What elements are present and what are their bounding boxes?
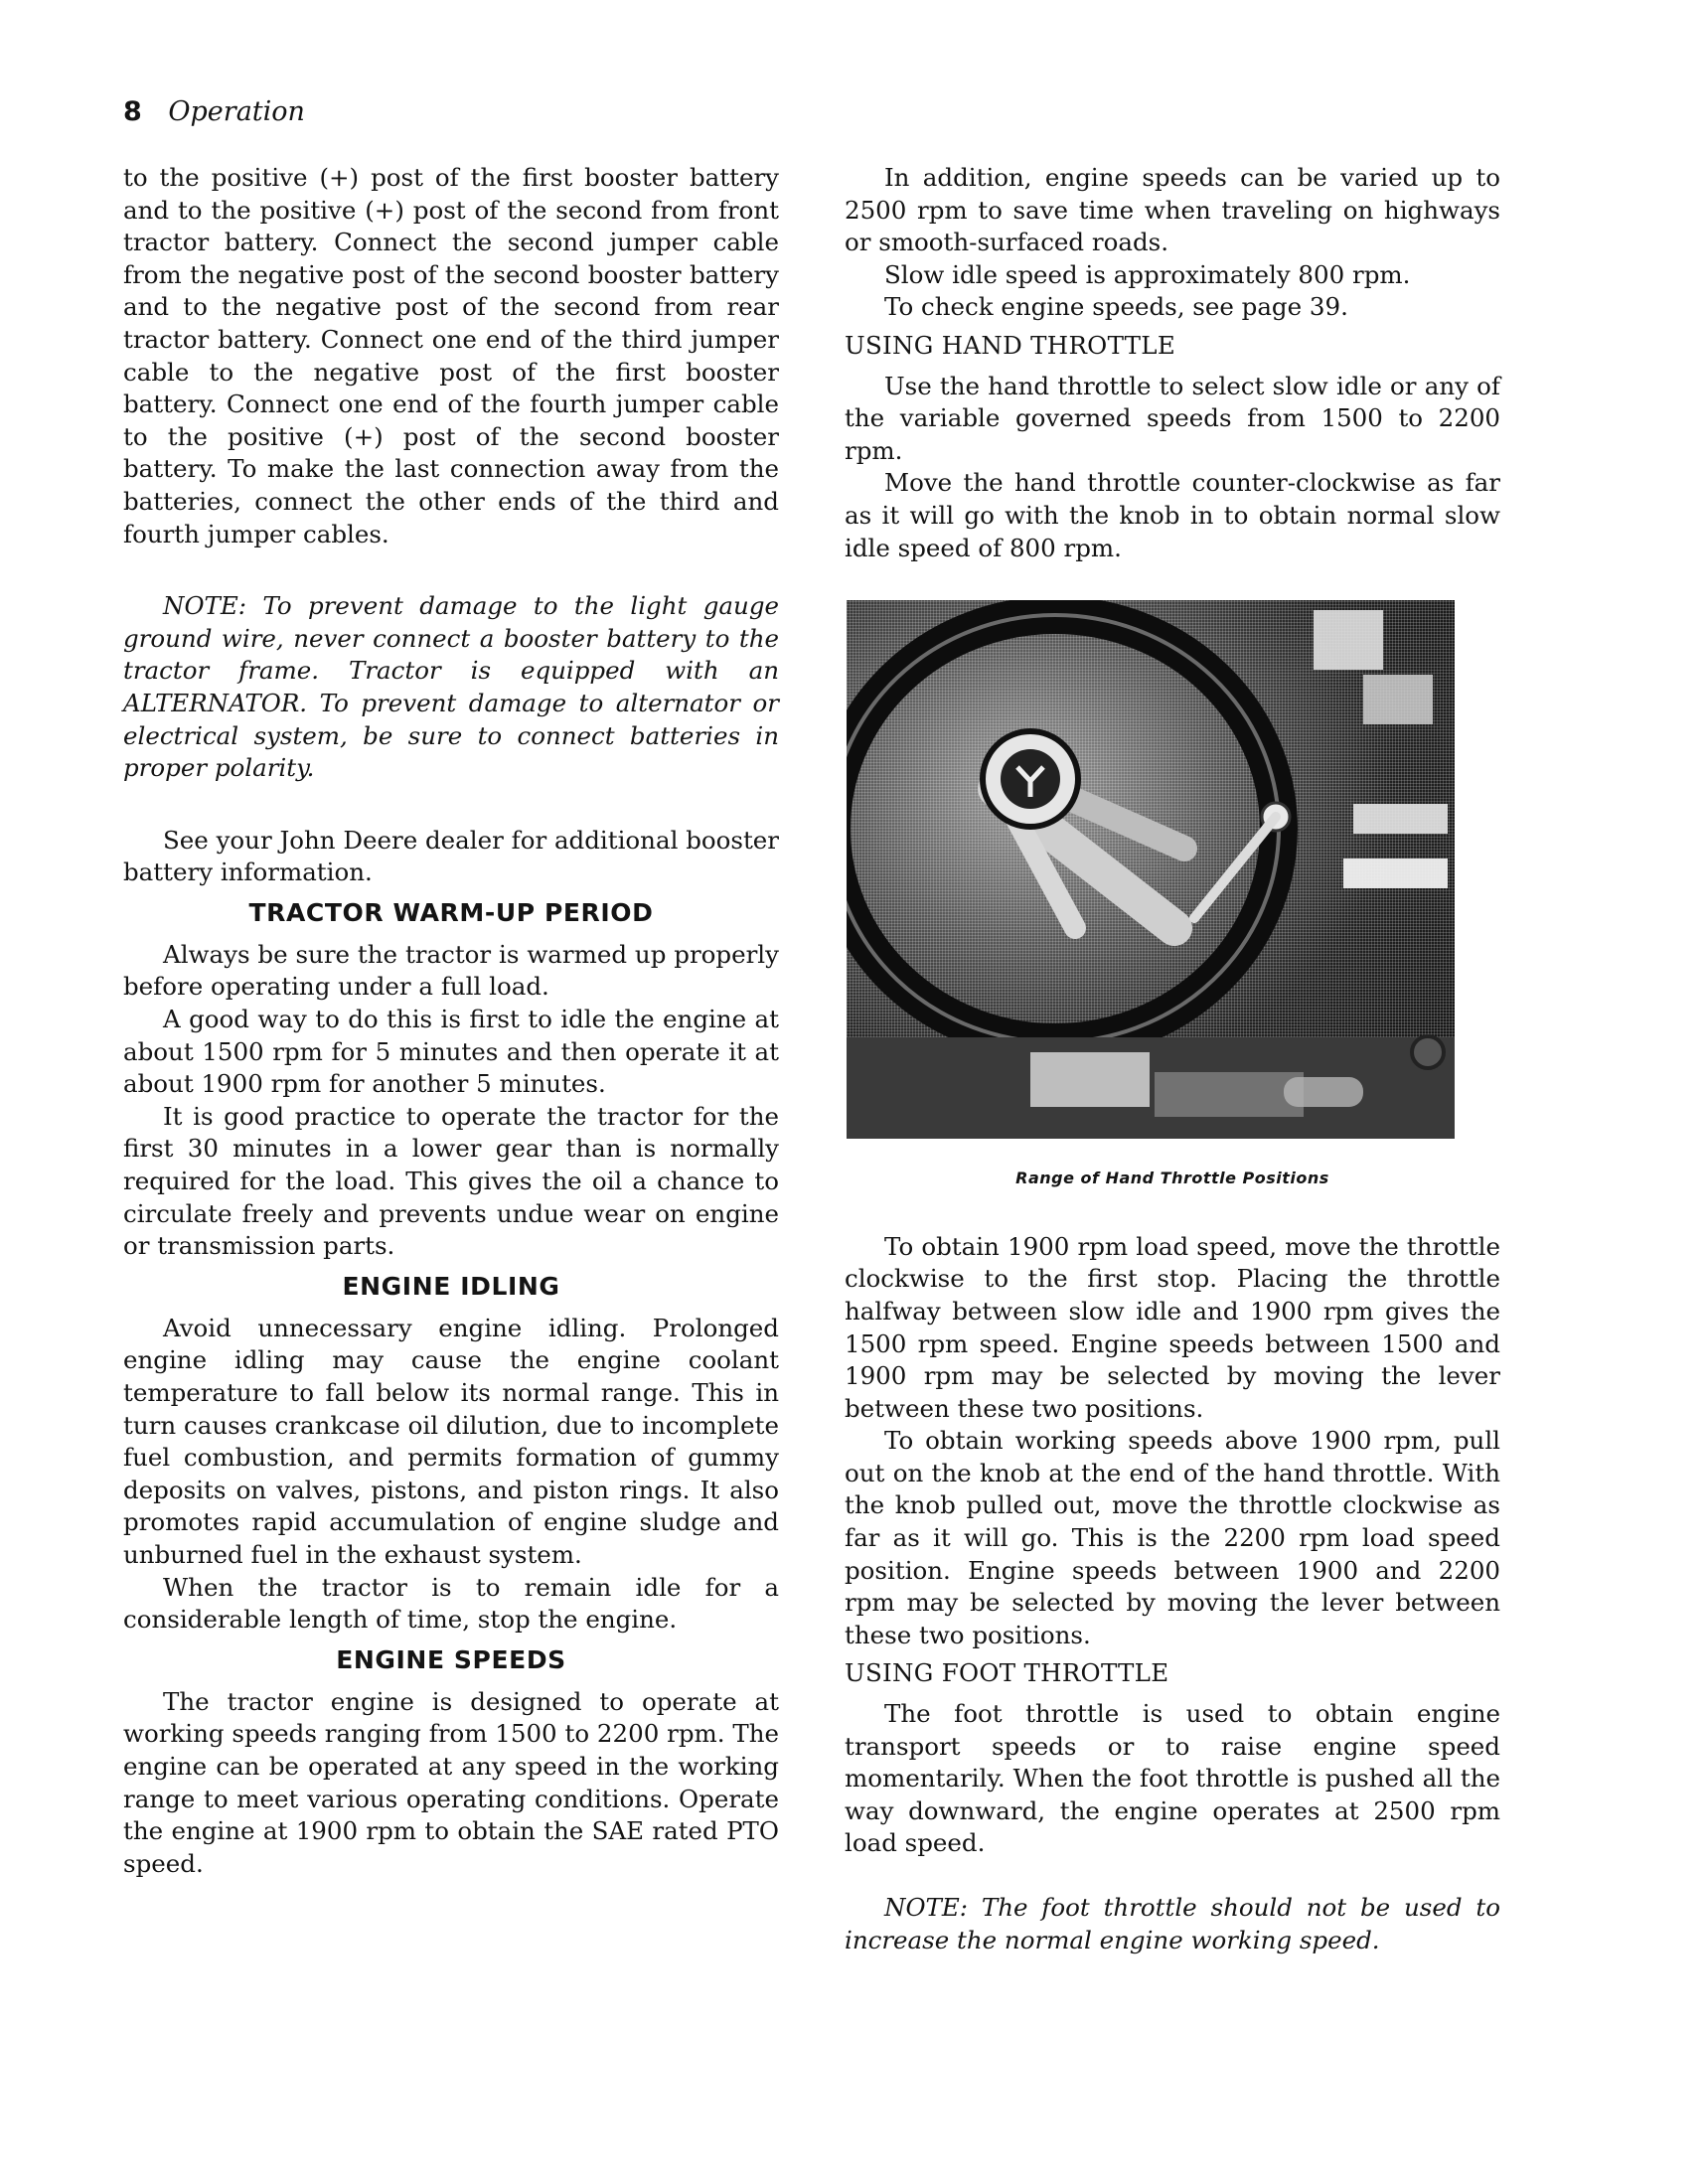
idling-paragraph-2: When the tractor is to remain idle for a considerable length of time, stop the engine. bbox=[123, 1572, 779, 1635]
page-header bbox=[123, 95, 305, 129]
idling-paragraph-1: Avoid unnecessary engine idling. Prolonged engine idling may cause the engine coolant temperature to fall below its normal range. This in turn causes crankcase oil dilution, due to incomplete fuel combustion, and permits formation of gummy deposits on valves, pistons, and piston rings. It also promotes rapid accumulation of engine sludge and unburned fuel in the exhaust system. bbox=[123, 1313, 779, 1569]
foot-throttle-paragraph: The foot throttle is used to obtain engine transport speeds or to raise engine speed momentarily. When the foot throttle is pushed all the way downward, the engine operates at 2500 rpm load speed. bbox=[845, 1699, 1500, 1858]
throttle-photo-illustration bbox=[847, 600, 1455, 1139]
foot-throttle-note: NOTE: The foot throttle should not be used to increase the normal engine working speed. bbox=[845, 1893, 1500, 1954]
section-title: Operation bbox=[168, 96, 305, 127]
dealer-paragraph: See your John Deere dealer for additional booster battery information. bbox=[123, 825, 780, 887]
hand-throttle-heading: USING HAND THROTTLE bbox=[845, 330, 1176, 360]
speeds-heading: ENGINE SPEEDS bbox=[336, 1644, 566, 1674]
right-column bbox=[845, 162, 1500, 1956]
booster-note: NOTE: To prevent damage to the light gauge ground wire, never connect a booster battery to the tractor frame. Tractor is equipped with an ALTERNATOR. To prevent damage to alternator or electrical system, be sure to connect batteries in proper polarity. bbox=[123, 591, 779, 783]
hand-throttle-paragraph-2: Move the hand throttle counter-clockwise as far as it will go with the knob in to obtain normal slow idle speed of 800 rpm. bbox=[845, 468, 1500, 562]
left-column bbox=[123, 162, 779, 1880]
page-number: 8 bbox=[123, 96, 142, 127]
booster-cable-paragraph: to the positive (+) post of the first booster battery and to the positive (+) post of the second from front tractor battery. Connect the second jumper cable from the negative post of the second booster battery and to the negative post of the second from rear tractor battery. Connect one end of the third jumper cable to the negative post of the first booster battery. Connect one end of the fourth jumper cable to the positive (+) post of the second booster battery. To make the last connection away from the batteries, connect the other ends of the third and fourth jumper cables. bbox=[123, 163, 779, 548]
check-speeds-paragraph: To check engine speeds, see page 39. bbox=[884, 292, 1348, 322]
warmup-paragraph-3: It is good practice to operate the tractor for the first 30 minutes in a lower gear than is normally required for the load. This gives the oil a chance to circulate freely and prevents undue wear on engine or transmission parts. bbox=[123, 1101, 779, 1261]
hand-throttle-photo bbox=[847, 600, 1455, 1139]
hand-throttle-paragraph-1: Use the hand throttle to select slow idle or any of the variable governed speeds from 1500 to 2200 rpm. bbox=[845, 371, 1500, 465]
foot-throttle-heading: USING FOOT THROTTLE bbox=[845, 1658, 1169, 1688]
slow-idle-paragraph: Slow idle speed is approximately 800 rpm. bbox=[884, 259, 1411, 289]
idling-heading: ENGINE IDLING bbox=[342, 1271, 560, 1301]
warmup-paragraph-1: Always be sure the tractor is warmed up properly before operating under a full load. bbox=[123, 939, 779, 1002]
warmup-heading: TRACTOR WARM-UP PERIOD bbox=[248, 897, 654, 927]
speeds-paragraph-2: In addition, engine speeds can be varied up to 2500 rpm to save time when traveling on highways or smooth-surfaced roads. bbox=[845, 163, 1500, 257]
warmup-paragraph-2: A good way to do this is first to idle the engine at about 1500 rpm for 5 minutes and then operate it at about 1900 rpm for another 5 minutes. bbox=[123, 1005, 779, 1099]
hand-throttle-paragraph-3: To obtain 1900 rpm load speed, move the throttle clockwise to the first stop. Placing the throttle halfway between slow idle and 1900 rpm gives the 1500 rpm speed. Engine speeds between 1500 and 1900 rpm may be selected by moving the lever between these two positions. bbox=[845, 1231, 1500, 1423]
hand-throttle-paragraph-4: To obtain working speeds above 1900 rpm, pull out on the knob at the end of the hand throttle. With the knob pulled out, move the throttle clockwise as far as it will go. This is the 2200 rpm load speed position. Engine speeds between 1900 and 2200 rpm may be selected by moving the lever between these two positions. bbox=[845, 1426, 1500, 1649]
speeds-paragraph: The tractor engine is designed to operate at working speeds ranging from 1500 to 2200 rpm. The engine can be operated at any speed in the working range to meet various operating conditions. Operate the engine at 1900 rpm to obtain the SAE rated PTO speed. bbox=[123, 1686, 779, 1878]
photo-caption: Range of Hand Throttle Positions bbox=[1015, 1169, 1329, 1188]
